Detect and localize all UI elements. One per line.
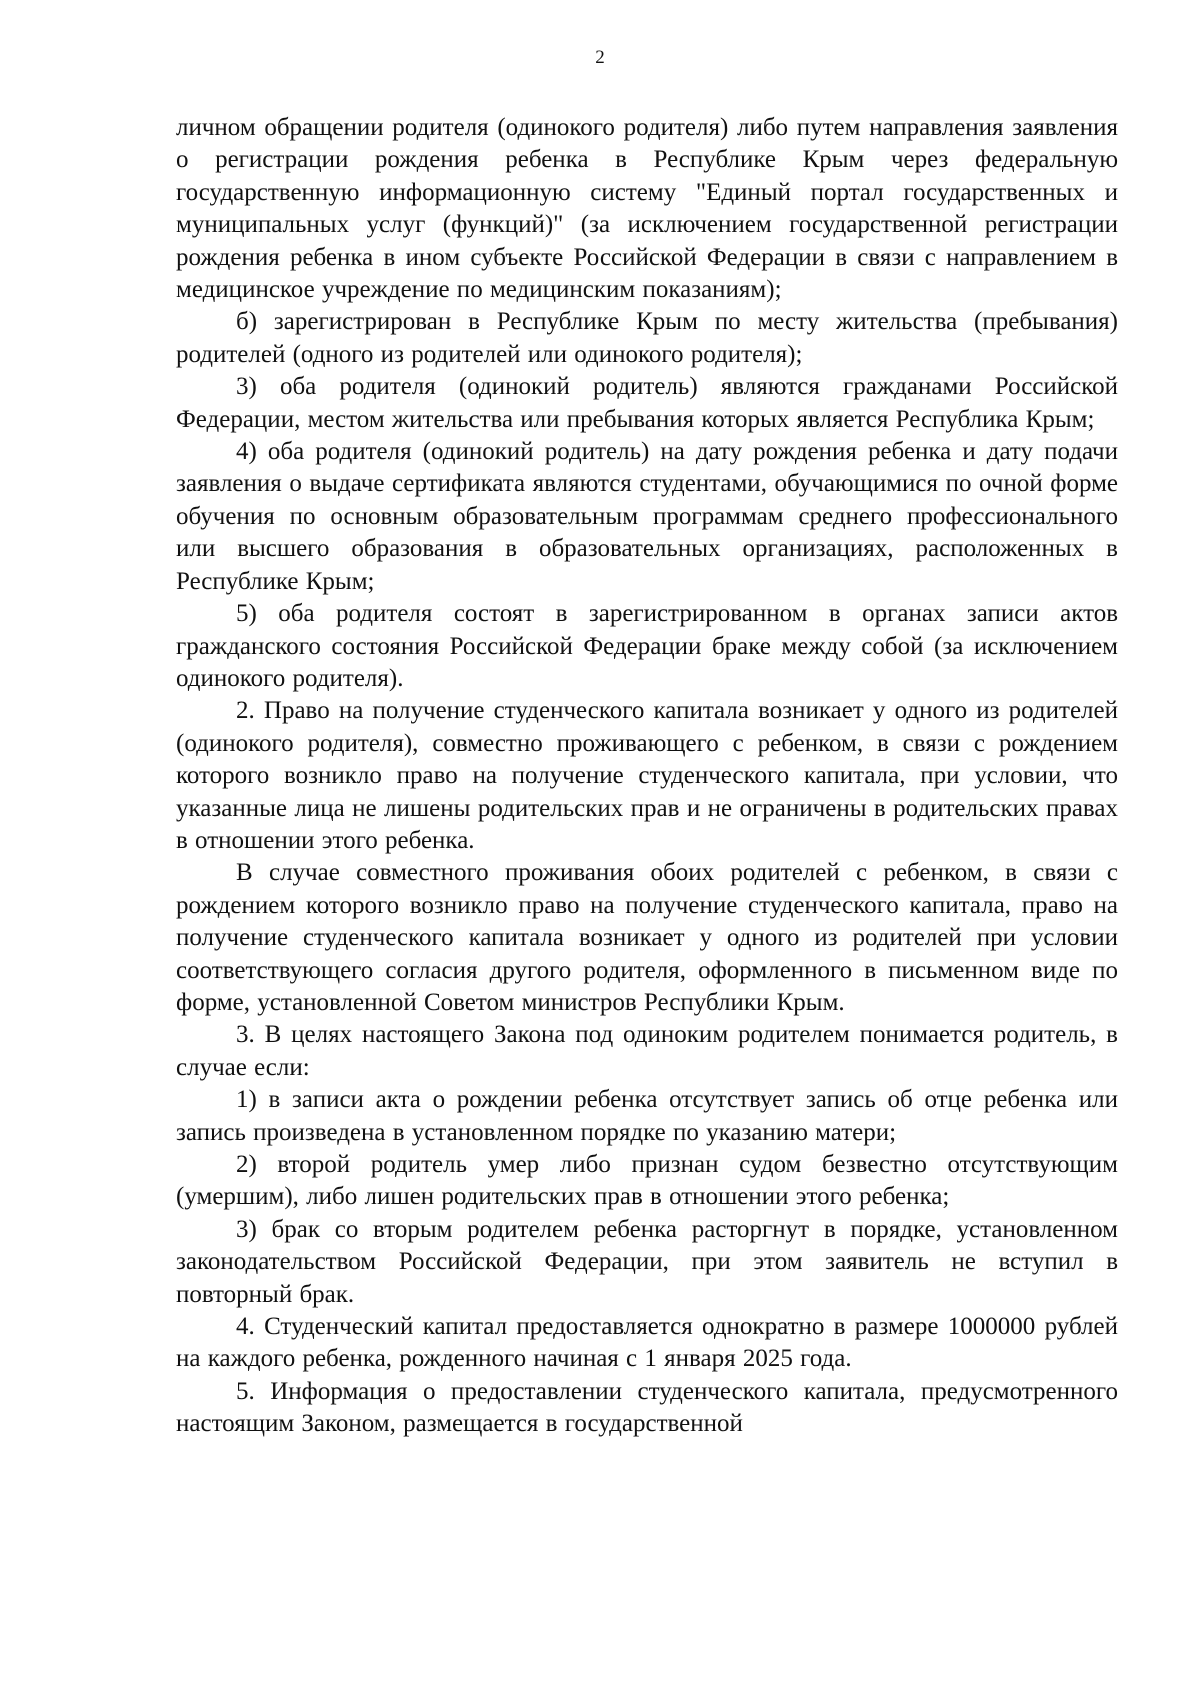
- paragraph-item-3: 3) оба родителя (одинокий родитель) являются гражданами Российской Федерации, местом жительства или пребывания которых является Республика Крым;: [176, 373, 1118, 433]
- paragraph-clause-5: 5. Информация о предоставлении студенческого капитала, предусмотренного настоящим Законом, размещается в государственной: [176, 1377, 1118, 1438]
- paragraph-item-b: б) зарегистрирован в Республике Крым по месту жительства (пребывания) родителей (одного из родителей или одинокого родителя);: [176, 308, 1118, 368]
- paragraph-clause-3: 3. В целях настоящего Закона под одиноким родителем понимается родитель, в случае если:: [176, 1021, 1118, 1081]
- document-body: [176, 112, 1118, 1441]
- paragraph-item-5: 5) оба родителя состоят в зарегистрированном в органах записи актов гражданского состояния Российской Федерации браке между собой (за исключением одинокого родителя).: [176, 600, 1118, 692]
- page-number: 2: [595, 47, 605, 68]
- paragraph-continuation: личном обращении родителя (одинокого родителя) либо путем направления заявления о регистрации рождения ребенка в Республике Крым через федеральную государственную информационную систему "Единый портал государственных и муниципальных услуг (функций)" (за исключением государственной регистрации рождения ребенка в ином субъекте Российской Федерации в связи с направлением в медицинское учреждение по медицинским показаниям);: [176, 114, 1118, 304]
- paragraph-clause-3-item-2: 2) второй родитель умер либо признан судом безвестно отсутствующим (умершим), либо лишен родительских прав в отношении этого ребенка;: [176, 1151, 1118, 1211]
- paragraph-clause-2-continued: В случае совместного проживания обоих родителей с ребенком, в связи с рождением которого возникло право на получение студенческого капитала, право на получение студенческого капитала возникает у одного из родителей при условии соответствующего согласия другого родителя, оформленного в письменном виде по форме, установленной Советом министров Республики Крым.: [176, 859, 1118, 1016]
- paragraph-clause-4: 4. Студенческий капитал предоставляется однократно в размере 1000000 рублей на каждого ребенка, рожденного начиная с 1 января 2025 года.: [176, 1313, 1118, 1373]
- paragraph-item-4: 4) оба родителя (одинокий родитель) на дату рождения ребенка и дату подачи заявления о выдаче сертификата являются студентами, обучающимися по очной форме обучения по основным образовательным программам среднего профессионального или высшего образования в образовательных организациях, расположенных в Республике Крым;: [176, 438, 1118, 595]
- paragraph-clause-3-item-1: 1) в записи акта о рождении ребенка отсутствует запись об отце ребенка или запись произведена в установленном порядке по указанию матери;: [176, 1086, 1118, 1146]
- paragraph-clause-2: 2. Право на получение студенческого капитала возникает у одного из родителей (одинокого родителя), совместно проживающего с ребенком, в связи с рождением которого возникло право на получение студенческого капитала, при условии, что указанные лица не лишены родительских прав и не ограничены в родительских правах в отношении этого ребенка.: [176, 697, 1118, 854]
- paragraph-clause-3-item-3: 3) брак со вторым родителем ребенка расторгнут в порядке, установленном законодательством Российской Федерации, при этом заявитель не вступил в повторный брак.: [176, 1215, 1118, 1308]
